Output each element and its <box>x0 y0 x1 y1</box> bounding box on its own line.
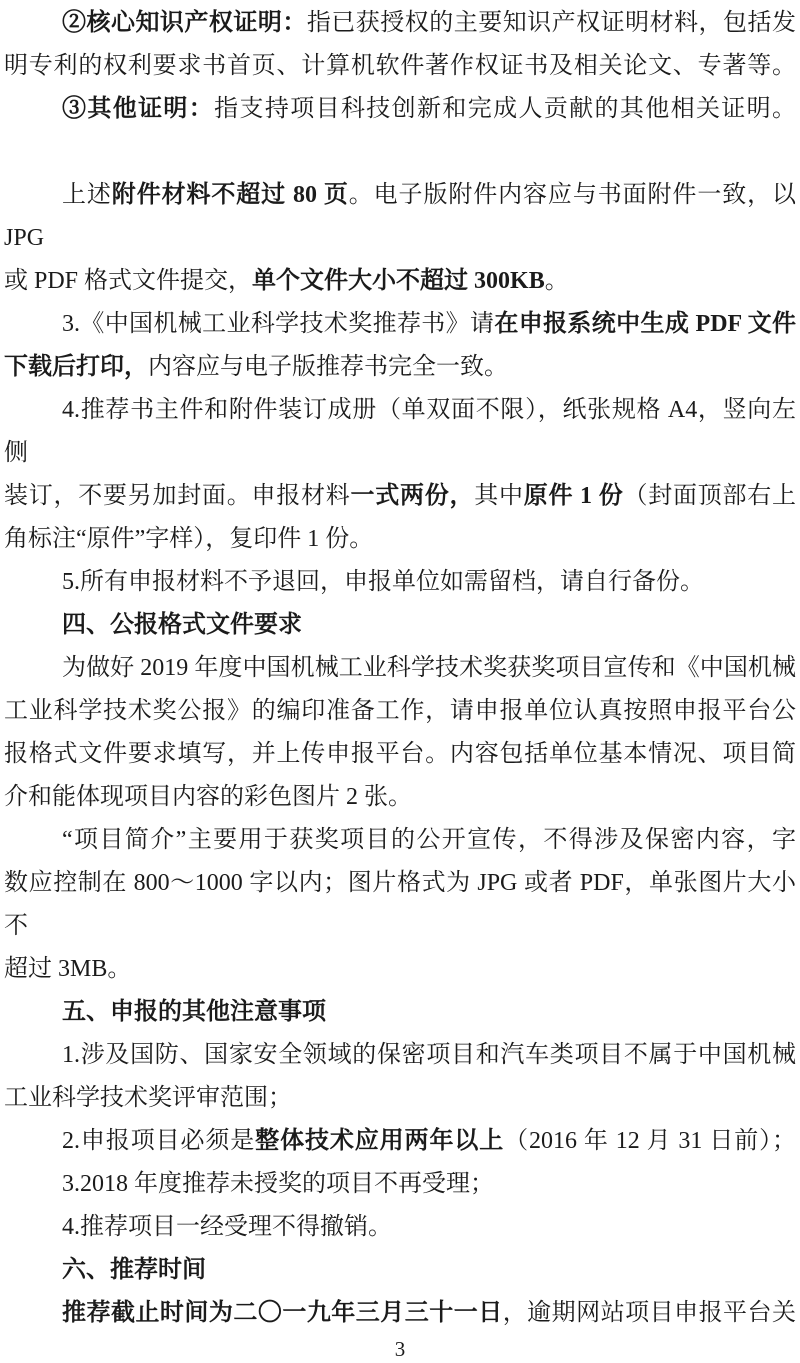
section-heading <box>4 1249 796 1292</box>
text-run: 指已获授权的主要知识产权证明材料，包括发 <box>306 10 796 36</box>
text-line <box>4 174 796 260</box>
document-body <box>4 2 796 1335</box>
text-line <box>4 561 796 604</box>
page-number: 3 <box>394 1337 406 1361</box>
text-run: 3.2018 年度推荐未授奖的项目不再受理； <box>62 1171 494 1197</box>
text-run: 介和能体现项目内容的彩色图片 2 张。 <box>4 784 412 810</box>
text-line <box>4 303 796 346</box>
text-line <box>4 346 796 389</box>
bold-text-run: 一式两份， <box>350 483 475 509</box>
bold-text-run: 六、推荐时间 <box>62 1257 206 1283</box>
text-line <box>4 88 796 131</box>
section-heading <box>4 991 796 1034</box>
bold-text-run: 推荐截止时间为二〇一九年三月三十一日 <box>62 1300 503 1326</box>
text-run: 装订，不要另加封面。申报材料 <box>4 483 351 509</box>
text-line <box>4 475 796 518</box>
text-run: ，逾期网站项目申报平台关 <box>502 1300 797 1326</box>
bold-text-run: 五、申报的其他注意事项 <box>62 999 326 1025</box>
text-run: 或 PDF 格式文件提交， <box>4 268 253 294</box>
text-run: 。电子版附件内容应与书面附件一致，以 JPG <box>4 182 797 251</box>
text-line <box>4 260 796 303</box>
text-line <box>4 862 796 948</box>
bold-text-run: 整体技术应用两年以上 <box>255 1128 505 1154</box>
text-run: 内容应与电子版推荐书完全一致。 <box>148 354 508 380</box>
text-run: 报格式文件要求填写，并上传申报平台。内容包括单位基本情况、项目简 <box>4 741 796 767</box>
text-run: 2.申报项目必须是 <box>62 1128 256 1154</box>
text-run: 数应控制在 800～1000 字以内；图片格式为 JPG 或者 PDF，单张图片大小不 <box>4 870 796 939</box>
text-line <box>4 1292 796 1335</box>
text-run: 明专利的权利要求书首页、计算机软件著作权证书及相关论文、专著等。 <box>4 53 796 79</box>
text-run: 5.所有申报材料不予退回，申报单位如需留档，请自行备份。 <box>62 569 704 595</box>
section-heading <box>4 604 796 647</box>
bold-text-run: 单个文件大小不超过 300KB <box>252 268 545 294</box>
text-run: 4.推荐项目一经受理不得撤销。 <box>62 1214 392 1240</box>
text-run: 。 <box>544 268 569 294</box>
text-line <box>4 2 796 45</box>
text-line <box>4 1163 796 1206</box>
text-line <box>4 647 796 690</box>
text-line <box>4 1034 796 1077</box>
text-run: （2016 年 12 月 31 日前）； <box>504 1128 797 1154</box>
text-run: 4.推荐书主件和附件装订成册（单双面不限），纸张规格 A4，竖向左侧 <box>4 397 796 466</box>
text-line <box>4 819 796 862</box>
text-line <box>4 518 796 561</box>
text-line <box>4 1120 796 1163</box>
text-line <box>4 389 796 475</box>
text-line <box>4 733 796 776</box>
bold-text-run: 附件材料不超过 80 页 <box>111 182 349 208</box>
text-run: 超过 3MB。 <box>4 956 132 982</box>
text-run: 工业科学技术奖评审范围； <box>4 1085 292 1111</box>
text-line <box>4 1077 796 1120</box>
text-run: 1.涉及国防、国家安全领域的保密项目和汽车类项目不属于中国机械 <box>62 1042 796 1068</box>
text-run: 工业科学技术奖公报》的编印准备工作，请申报单位认真按照申报平台公 <box>4 698 796 724</box>
text-line <box>4 1206 796 1249</box>
text-run: 其中 <box>474 483 524 509</box>
bold-text-run: 在申报系统中生成 PDF 文件 <box>494 311 797 337</box>
bold-text-run: ③其他证明： <box>62 96 215 122</box>
text-line <box>4 948 796 991</box>
text-run: 为做好 2019 年度中国机械工业科学技术奖获奖项目宣传和《中国机械 <box>62 655 796 681</box>
bold-text-run: 原件 1 份 <box>523 483 624 509</box>
text-line <box>4 776 796 819</box>
text-run: 角标注“原件”字样），复印件 1 份。 <box>4 526 374 552</box>
text-run: 上述 <box>62 182 112 208</box>
text-run: （封面顶部右上 <box>623 483 796 509</box>
text-line <box>4 45 796 88</box>
bold-text-run: 下载后打印， <box>4 354 148 380</box>
text-run: “项目简介”主要用于获奖项目的公开宣传，不得涉及保密内容，字 <box>62 827 796 853</box>
bold-text-run: 四、公报格式文件要求 <box>62 612 302 638</box>
text-run: 3.《中国机械工业科学技术奖推荐书》请 <box>62 311 495 337</box>
text-run: 指支持项目科技创新和完成人贡献的其他相关证明。 <box>214 96 797 122</box>
text-line <box>4 690 796 733</box>
bold-text-run: ②核心知识产权证明： <box>62 10 307 36</box>
